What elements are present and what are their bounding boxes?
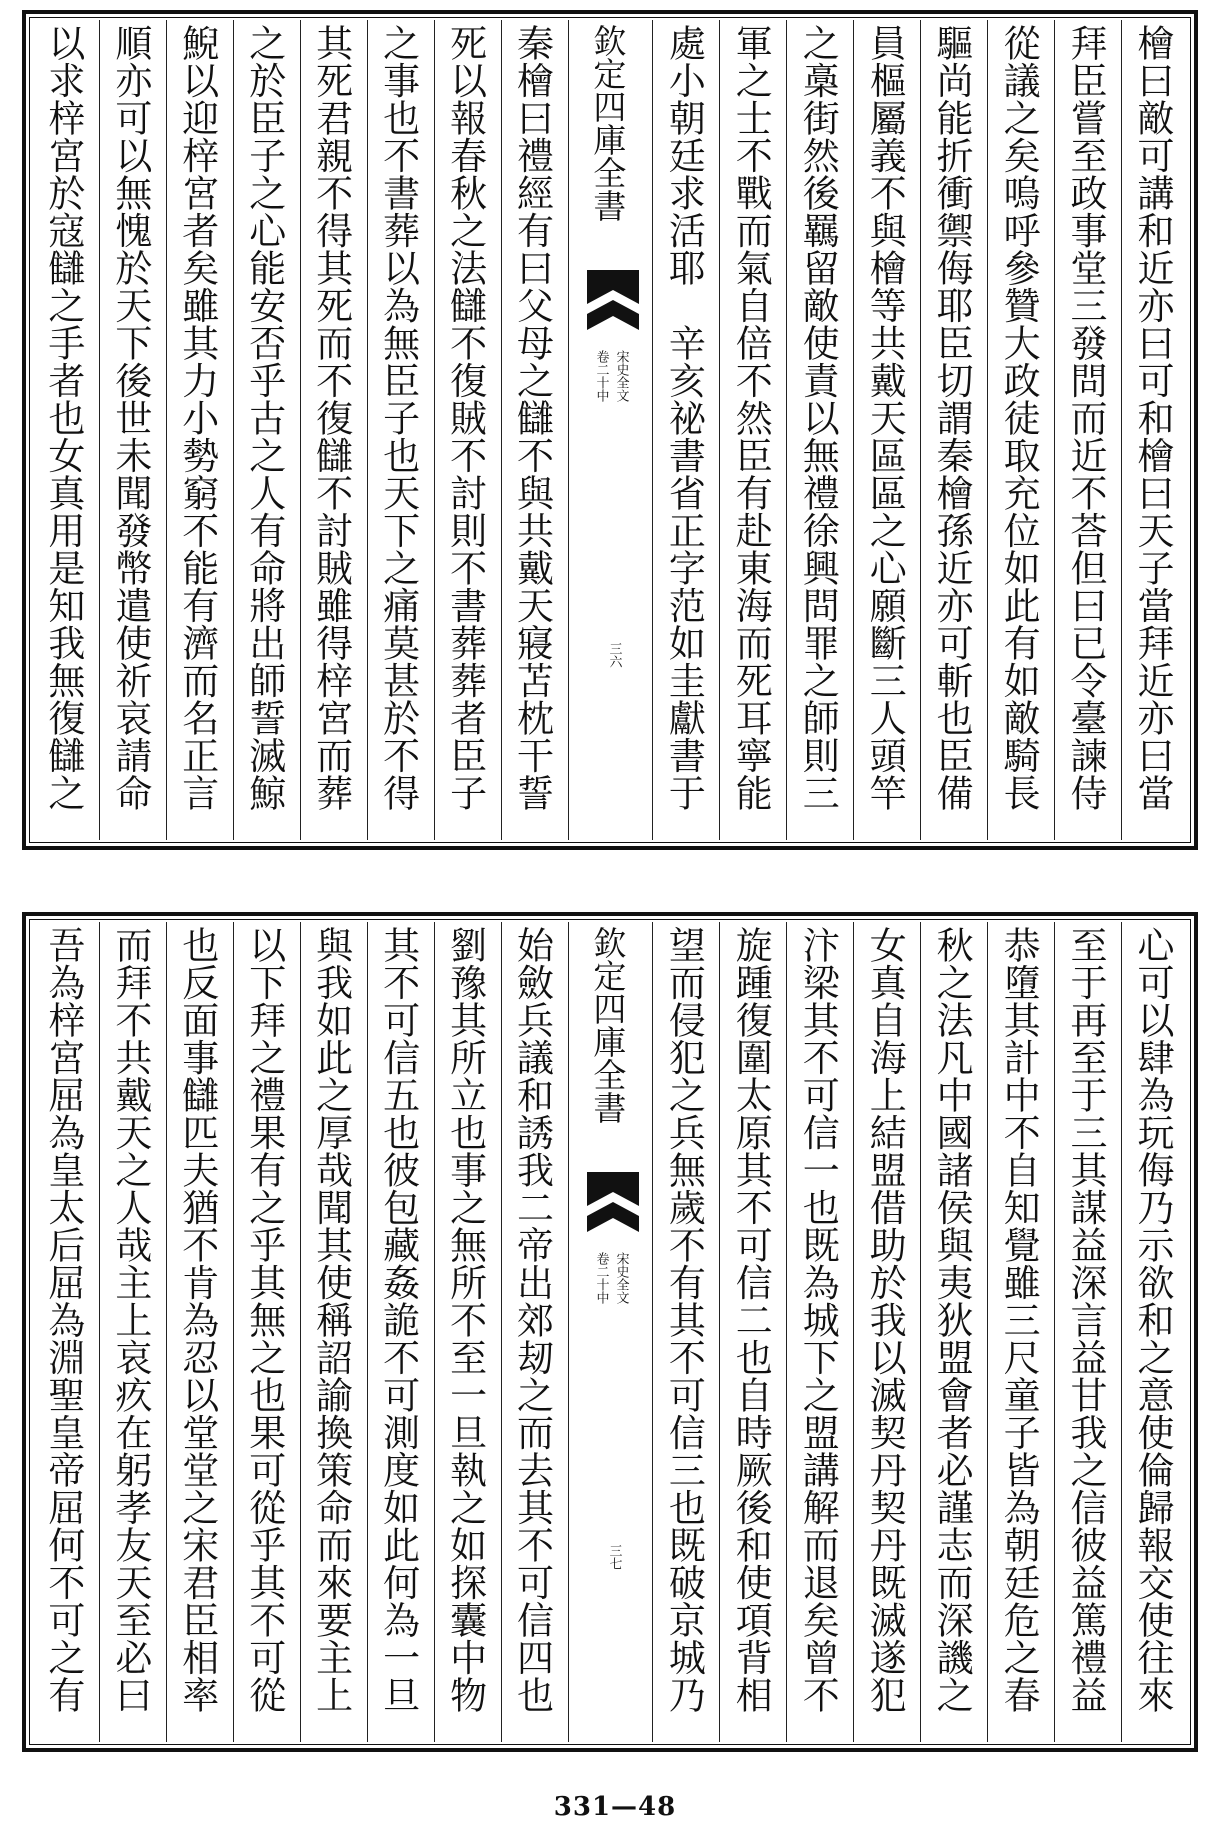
text-column: 旋踵復圍太原其不可信二也自時厥後和使項背相 [719, 922, 786, 1742]
text-column: 以求梓宮於寇讎之手者也女真用是知我無復讎之 [41, 24, 85, 812]
volume-title: 宋史全文 [613, 1252, 629, 1304]
text-column: 秦檜曰禮經有曰父母之讎不與共戴天寢苫枕干誓 [501, 20, 568, 840]
text-column: 員樞屬義不與檜等共戴天區區之心願斷三人頭竿 [853, 20, 920, 840]
text-column: 驅尚能折衝禦侮耶臣切謂秦檜孫近亦可斬也臣備 [920, 20, 987, 840]
text-column: 順亦可以無愧於天下後世未聞發幣遣使祈哀請命 [99, 20, 166, 840]
text-column: 與我如此之厚哉聞其使稱詔諭換策命而來要主上 [300, 922, 367, 1742]
page-number: 331—48 [553, 1792, 677, 1822]
bottom-page-columns [32, 922, 1188, 1742]
top-page [22, 10, 1198, 850]
library-title: 欽定四庫全書 [588, 926, 628, 1124]
text-column: 以下拜之禮果有之乎其無之也果可從乎其不可從 [233, 922, 300, 1742]
text-column: 秋之法凡中國諸侯與夷狄盟會者必謹志而深譏之 [920, 922, 987, 1742]
text-column: 吾為梓宮屈為皇太后屈為淵聖皇帝屈何不可之有 [41, 926, 85, 1714]
volume-number: 卷二十中 [593, 1252, 609, 1304]
text-column: 始斂兵議和誘我二帝出郊刼之而去其不可信四也 [501, 922, 568, 1742]
library-title: 欽定四庫全書 [588, 24, 628, 222]
text-column: 其死君親不得其死而不復讎不討賊雖得梓宮而葬 [300, 20, 367, 840]
text-column: 從議之矣嗚呼參贊大政徒取充位如此有如敵騎長 [987, 20, 1054, 840]
text-column: 之於臣子之心能安否乎古之人有命將出師誓滅鯨 [233, 20, 300, 840]
center-fold [568, 922, 653, 1742]
folio-number: 三七 [606, 1544, 622, 1570]
text-column: 女真自海上結盟借助於我以滅契丹契丹既滅遂犯 [853, 922, 920, 1742]
text-column: 心可以肆為玩侮乃示欲和之意使倫歸報交使往來 [1121, 922, 1188, 1742]
text-column: 死以報春秋之法讎不復賊不討則不書葬葬者臣子 [434, 20, 501, 840]
text-column: 汴梁其不可信一也既為城下之盟講解而退矣曾不 [786, 922, 853, 1742]
volume-title: 宋史全文 [613, 350, 629, 402]
text-column: 鯢以迎梓宮者矣雖其力小勢窮不能有濟而名正言 [166, 20, 233, 840]
text-column: 而拜不共戴天之人哉主上哀疚在躬孝友天至必曰 [99, 922, 166, 1742]
text-column: 檜曰敵可講和近亦曰可和檜曰天子當拜近亦曰當 [1121, 20, 1188, 840]
folio-number: 三六 [606, 642, 622, 668]
text-column: 軍之士不戰而氣自倍不然臣有赴東海而死耳寧能 [719, 20, 786, 840]
center-fold [568, 20, 653, 840]
fish-tail-mark-icon [587, 270, 639, 330]
text-column: 望而侵犯之兵無歲不有其不可信三也既破京城乃 [652, 922, 719, 1742]
bottom-page [22, 912, 1198, 1752]
text-column: 之槀街然後羈留敵使責以無禮徐興問罪之師則三 [786, 20, 853, 840]
text-column: 其不可信五也彼包藏姦詭不可測度如此何為一旦 [367, 922, 434, 1742]
volume-number: 卷二十中 [593, 350, 609, 402]
text-column: 劉豫其所立也事之無所不至一旦執之如探囊中物 [434, 922, 501, 1742]
text-column: 恭墮其計中不自知覺雖三尺童子皆為朝廷危之春 [987, 922, 1054, 1742]
volume-label [591, 350, 631, 490]
top-page-columns [32, 20, 1188, 840]
text-column: 之事也不書葬以為無臣子也天下之痛莫甚於不得 [367, 20, 434, 840]
volume-label [591, 1252, 631, 1392]
text-column: 至于再至于三其謀益深言益甘我之信彼益篤禮益 [1054, 922, 1121, 1742]
text-column: 處小朝廷求活耶 辛亥祕書省正字范如圭獻書于 [652, 20, 719, 840]
text-column: 也反面事讎匹夫猶不肯為忍以堂堂之宋君臣相率 [166, 922, 233, 1742]
fish-tail-mark-icon [587, 1172, 639, 1232]
text-column: 拜臣嘗至政事堂三發問而近不荅但曰已令臺諫侍 [1054, 20, 1121, 840]
